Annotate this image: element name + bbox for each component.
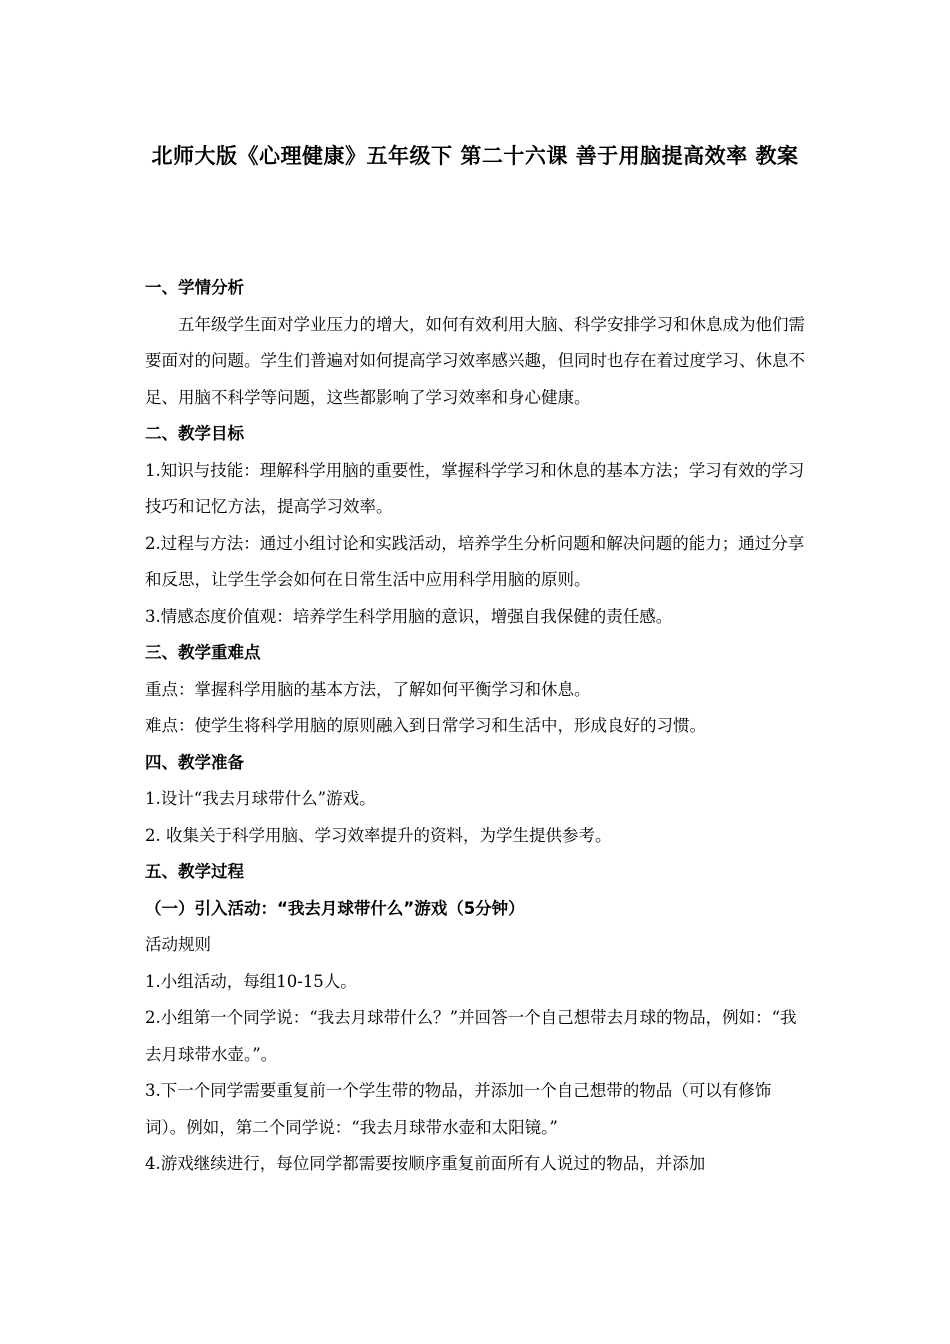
goal-item: 2.过程与方法：通过小组讨论和实践活动，培养学生分析问题和解决问题的能力；通过分享和反思，让学生学会如何在日常生活中应用科学用脑的原则。 [145,533,805,589]
goal-item: 1.知识与技能：理解科学用脑的重要性，掌握科学学习和休息的基本方法；学习有效的学习技巧和记忆方法，提高学习效率。 [145,460,805,516]
section-heading-goals: 二、教学目标 [145,424,244,443]
section-heading-process: 五、教学过程 [145,862,244,881]
rule-item: 1.小组活动，每组10-15人。 [145,971,357,991]
document-body [145,270,805,1183]
section-heading-preparation: 四、教学准备 [145,752,244,772]
rule-item: 3.下一个同学需要重复前一个学生带的物品，并添加一个自己想带的物品（可以有修饰词）。例如，第二个同学说：“我去月球带水壶和太阳镜。” [145,1081,772,1137]
rules-label: 活动规则 [145,935,211,954]
analysis-paragraph: 五年级学生面对学业压力的增大，如何有效利用大脑、科学安排学习和休息成为他们需要面对的问题。学生们普遍对如何提高学习效率感兴趣，但同时也存在着过度学习、休息不足、用脑不科学等问题，这些都影响了学习效率和身心健康。 [145,314,805,407]
section-heading-analysis: 一、学情分析 [145,278,244,297]
preparation-item: 2. 收集关于科学用脑、学习效率提升的资料，为学生提供参考。 [145,825,612,845]
rule-item: 2.小组第一个同学说：“我去月球带什么？”并回答一个自己想带去月球的物品，例如：“我去月球带水壶。”。 [145,1008,797,1064]
keypoint-item: 重点：掌握科学用脑的基本方法，了解如何平衡学习和休息。 [145,679,591,699]
process-subheading: （一）引入活动：“我去月球带什么”游戏（5分钟） [145,898,525,918]
goal-item: 3.情感态度价值观：培养学生科学用脑的意识，增强自我保健的责任感。 [145,606,673,626]
rule-item: 4.游戏继续进行，每位同学都需要按顺序重复前面所有人说过的物品，并添加 [145,1154,706,1173]
preparation-item: 1.设计“我去月球带什么”游戏。 [145,789,376,808]
section-heading-keypoints: 三、教学重难点 [145,643,261,662]
keypoint-item: 难点：使学生将科学用脑的原则融入到日常学习和生活中，形成良好的习惯。 [145,716,706,735]
document-title: 北师大版《心理健康》五年级下 第二十六课 善于用脑提高效率 教案 [151,144,799,168]
